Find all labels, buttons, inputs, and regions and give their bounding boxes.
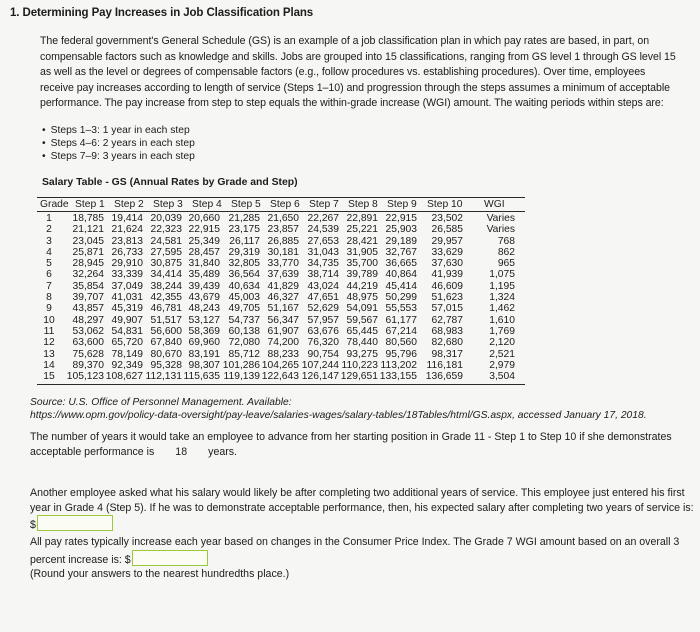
salary-cell: 122,643 xyxy=(261,371,299,383)
salary-cell: 38,244 xyxy=(150,280,182,292)
salary-cell: 2,979 xyxy=(489,359,515,371)
salary-cell: 22,915 xyxy=(385,213,417,224)
table-body xyxy=(37,212,525,382)
salary-cell: 32,767 xyxy=(385,246,417,258)
grade-cell: 7 xyxy=(46,280,52,292)
salary-cell: 24,539 xyxy=(307,224,339,236)
salary-cell: 23,813 xyxy=(111,235,143,247)
salary-cell: 68,983 xyxy=(431,325,463,337)
salary-cell: 25,349 xyxy=(188,235,220,247)
salary-cell: 46,327 xyxy=(267,292,299,304)
salary-cell: 98,317 xyxy=(431,348,463,360)
salary-cell: 33,629 xyxy=(431,246,463,258)
wgi-answer-input[interactable] xyxy=(132,550,208,566)
salary-cell: 67,840 xyxy=(150,337,182,349)
salary-cell: 42,355 xyxy=(150,292,182,304)
table-row xyxy=(37,360,525,371)
table-row xyxy=(37,236,525,247)
salary-cell: 57,015 xyxy=(431,303,463,315)
salary-cell: 88,233 xyxy=(267,348,299,360)
salary-cell: 26,885 xyxy=(267,235,299,247)
table-row xyxy=(37,247,525,258)
grade-cell: 11 xyxy=(43,325,55,337)
source-label: Source: U.S. Office of Personnel Management. Available: xyxy=(30,397,292,408)
salary-cell: 133,155 xyxy=(379,371,417,383)
salary-cell: 76,320 xyxy=(307,337,339,349)
salary-cell: 116,181 xyxy=(426,359,463,371)
salary-cell: 37,049 xyxy=(111,280,143,292)
salary-cell: 43,679 xyxy=(188,292,220,304)
salary-cell: 49,907 xyxy=(111,314,143,326)
grade-cell: 5 xyxy=(46,258,52,270)
salary-cell: Varies xyxy=(486,224,515,236)
salary-cell: 38,714 xyxy=(307,269,339,281)
salary-cell: 136,659 xyxy=(425,371,463,383)
salary-cell: 54,831 xyxy=(111,325,143,337)
salary-cell: 65,720 xyxy=(111,337,143,349)
salary-cell: 61,177 xyxy=(385,314,417,326)
question-wgi xyxy=(30,535,695,582)
grade-cell: 14 xyxy=(43,359,55,371)
salary-cell: 25,221 xyxy=(346,224,378,236)
salary-cell: 768 xyxy=(497,235,515,247)
table-header xyxy=(37,197,525,212)
salary-cell: 92,349 xyxy=(111,359,143,371)
salary-cell: 62,787 xyxy=(431,314,463,326)
salary-cell: 83,191 xyxy=(188,348,220,360)
salary-cell: 39,439 xyxy=(188,280,220,292)
question-intro: The federal government's General Schedule (GS) is an example of a job classification plan in which pay rates are based, in part, on compensable factors such as knowledge and skills. Jobs are grouped into 15 classifications, ranging from GS level 1 through GS level 15 as well as the level or degrees of compensable factors (e.g., follow procedures vs. establishing procedures). Over time, employees receive pay increases according to length of service (Steps 1–10) and progression through the steps assumes a minimum of acceptable performance. The pay increase from step to step equals the within-grade increase (WGI) amount. The waiting periods within steps are: xyxy=(40,35,676,110)
salary-cell: 75,628 xyxy=(72,348,104,360)
question-salary xyxy=(30,486,695,533)
salary-cell: 40,634 xyxy=(228,280,260,292)
salary-cell: 63,600 xyxy=(72,337,104,349)
salary-cell: 36,564 xyxy=(228,269,260,281)
table-row xyxy=(37,258,525,269)
question-years-text: The number of years it would take an employee to advance from her starting position in Grade 11 - Step 1 to Step 10 if she demonstrates acceptable performance is xyxy=(30,431,672,458)
salary-cell: 22,267 xyxy=(307,213,339,224)
column-header: Step 7 xyxy=(309,199,339,210)
salary-cell: 54,737 xyxy=(228,314,260,326)
salary-cell: 32,805 xyxy=(228,258,260,270)
grade-cell: 8 xyxy=(46,292,52,304)
salary-cell: 20,039 xyxy=(150,213,182,224)
column-header: Step 6 xyxy=(270,199,300,210)
table-row xyxy=(37,213,525,224)
table-row xyxy=(37,337,525,348)
question-wgi-text: All pay rates typically increase each year based on changes in the Consumer Price Index. The Grade 7 WGI amount based on an overall 3 percent increase is: $ xyxy=(30,536,680,566)
salary-cell: 98,307 xyxy=(188,359,220,371)
salary-cell: 2,521 xyxy=(489,348,515,360)
salary-cell: 862 xyxy=(497,246,515,258)
column-header: Step 3 xyxy=(153,199,183,210)
grade-cell: 9 xyxy=(46,303,52,315)
salary-cell: 37,639 xyxy=(267,269,299,281)
salary-cell: 3,504 xyxy=(489,371,515,383)
question-salary-text: Another employee asked what his salary would likely be after completing two additional years of service. This employee just entered his first year in Grade 4 (Step 5). If he was to demonstrate acceptable performance, then, his expected salary after completing two years of service is: $ xyxy=(30,487,694,531)
salary-cell: 46,781 xyxy=(150,303,182,315)
grade-cell: 10 xyxy=(43,314,55,326)
salary-cell: 51,517 xyxy=(150,314,182,326)
salary-cell: 78,149 xyxy=(111,348,143,360)
salary-cell: 26,733 xyxy=(111,246,143,258)
salary-cell: 52,629 xyxy=(307,303,339,315)
salary-cell: 27,653 xyxy=(307,235,339,247)
salary-cell: 25,903 xyxy=(385,224,417,236)
salary-cell: 31,840 xyxy=(188,258,220,270)
salary-cell: 53,062 xyxy=(72,325,104,337)
grade-cell: 4 xyxy=(46,246,52,258)
salary-cell: 1,324 xyxy=(489,292,515,304)
table-row xyxy=(37,303,525,314)
salary-cell: 90,754 xyxy=(307,348,339,360)
salary-cell: 18,785 xyxy=(72,213,104,224)
salary-cell: 60,138 xyxy=(228,325,260,337)
years-answer: 18 xyxy=(175,445,188,458)
table-row xyxy=(37,349,525,360)
salary-cell: 1,769 xyxy=(489,325,515,337)
salary-cell: 110,223 xyxy=(341,359,378,371)
grade-cell: 12 xyxy=(43,337,55,349)
salary-cell: 61,907 xyxy=(267,325,299,337)
column-header: Step 5 xyxy=(231,199,261,210)
salary-cell: 78,440 xyxy=(346,337,378,349)
column-header: WGI xyxy=(484,199,505,210)
salary-cell: 53,127 xyxy=(188,314,220,326)
salary-cell: 1,075 xyxy=(489,269,515,281)
salary-cell: 67,214 xyxy=(385,325,417,337)
salary-cell: 19,414 xyxy=(111,213,143,224)
salary-cell: Varies xyxy=(486,213,515,224)
salary-cell: 55,553 xyxy=(385,303,417,315)
salary-cell: 30,181 xyxy=(267,246,299,258)
salary-cell: 48,975 xyxy=(346,292,378,304)
salary-cell: 21,121 xyxy=(72,224,104,236)
salary-cell: 43,024 xyxy=(307,280,339,292)
salary-cell: 26,117 xyxy=(229,235,260,247)
salary-cell: 26,585 xyxy=(431,224,463,236)
salary-cell: 37,630 xyxy=(431,258,463,270)
rounding-note: (Round your answers to the nearest hundredths place.) xyxy=(30,568,290,580)
question-years-unit: years. xyxy=(208,445,238,458)
salary-cell: 43,857 xyxy=(72,303,104,315)
grade-cell: 3 xyxy=(46,235,52,247)
salary-cell: 1,195 xyxy=(489,280,515,292)
salary-cell: 50,299 xyxy=(385,292,417,304)
salary-cell: 29,957 xyxy=(431,235,463,247)
salary-cell: 47,651 xyxy=(307,292,339,304)
table-row xyxy=(37,269,525,280)
salary-cell: 41,829 xyxy=(267,280,299,292)
salary-cell: 33,770 xyxy=(267,258,299,270)
salary-cell: 107,244 xyxy=(301,359,339,371)
salary-cell: 27,595 xyxy=(150,246,182,258)
question-title: 1. Determining Pay Increases in Job Classification Plans xyxy=(10,7,314,19)
salary-cell: 115,635 xyxy=(183,371,220,383)
salary-cell: 1,462 xyxy=(489,303,515,315)
salary-cell: 56,347 xyxy=(267,314,299,326)
list-item: • Steps 7–9: 3 years in each step xyxy=(42,150,195,163)
column-header: Grade xyxy=(40,199,69,210)
table-row xyxy=(37,224,525,235)
salary-cell: 2,120 xyxy=(489,337,515,349)
grade-cell: 1 xyxy=(46,213,52,224)
list-item: • Steps 4–6: 2 years in each step xyxy=(42,137,195,150)
table-row xyxy=(37,292,525,303)
salary-cell: 49,705 xyxy=(228,303,260,315)
salary-table-title: Salary Table - GS (Annual Rates by Grade and Step) xyxy=(42,177,298,188)
salary-cell: 965 xyxy=(497,258,515,270)
salary-cell: 21,285 xyxy=(228,213,260,224)
source-citation xyxy=(30,396,690,422)
list-item: • Steps 1–3: 1 year in each step xyxy=(42,124,195,137)
salary-cell: 95,328 xyxy=(150,359,182,371)
salary-cell: 57,957 xyxy=(307,314,339,326)
salary-cell: 54,091 xyxy=(346,303,378,315)
salary-cell: 108,627 xyxy=(105,371,143,383)
salary-cell: 28,421 xyxy=(346,235,378,247)
salary-cell: 39,789 xyxy=(346,269,378,281)
salary-cell: 34,735 xyxy=(307,258,339,270)
salary-cell: 58,369 xyxy=(188,325,220,337)
salary-cell: 95,796 xyxy=(385,348,417,360)
salary-cell: 28,945 xyxy=(72,258,104,270)
salary-cell: 65,445 xyxy=(346,325,378,337)
column-header: Step 9 xyxy=(387,199,417,210)
column-header: Step 1 xyxy=(75,199,105,210)
salary-cell: 21,624 xyxy=(111,224,143,236)
salary-answer-input[interactable] xyxy=(37,515,113,531)
table-row xyxy=(37,315,525,326)
salary-cell: 35,489 xyxy=(188,269,220,281)
salary-cell: 36,665 xyxy=(385,258,417,270)
salary-cell: 33,339 xyxy=(111,269,143,281)
salary-cell: 80,560 xyxy=(385,337,417,349)
column-header: Step 2 xyxy=(114,199,144,210)
salary-cell: 29,910 xyxy=(111,258,143,270)
salary-cell: 89,370 xyxy=(72,359,104,371)
salary-cell: 45,414 xyxy=(385,280,417,292)
table-bottom-rule xyxy=(37,383,525,385)
salary-cell: 44,219 xyxy=(346,280,378,292)
salary-cell: 74,200 xyxy=(267,337,299,349)
salary-cell: 32,264 xyxy=(72,269,104,281)
salary-cell: 101,286 xyxy=(222,359,260,371)
salary-cell: 23,175 xyxy=(228,224,260,236)
salary-cell: 21,650 xyxy=(267,213,299,224)
salary-cell: 51,167 xyxy=(267,303,299,315)
grade-cell: 13 xyxy=(43,348,55,360)
salary-cell: 112,131 xyxy=(145,371,182,383)
salary-cell: 28,457 xyxy=(188,246,220,258)
salary-cell: 29,189 xyxy=(385,235,417,247)
salary-cell: 51,623 xyxy=(431,292,463,304)
salary-cell: 20,660 xyxy=(188,213,220,224)
salary-cell: 22,323 xyxy=(150,224,182,236)
salary-cell: 48,243 xyxy=(188,303,220,315)
question-years xyxy=(30,430,695,459)
salary-cell: 46,609 xyxy=(431,280,463,292)
salary-cell: 1,610 xyxy=(489,314,515,326)
column-header: Step 10 xyxy=(427,199,463,210)
table-row xyxy=(37,371,525,382)
salary-cell: 45,319 xyxy=(111,303,143,315)
salary-cell: 25,871 xyxy=(72,246,104,258)
salary-cell: 82,680 xyxy=(431,337,463,349)
grade-cell: 6 xyxy=(46,269,52,281)
source-url: https://www.opm.gov/policy-data-oversight/pay-leave/salaries-wages/salary-tables/18Tables/html/GS.aspx, accessed January 17, 2018. xyxy=(30,410,647,421)
salary-cell: 129,651 xyxy=(340,371,378,383)
salary-cell: 80,670 xyxy=(150,348,182,360)
salary-cell: 69,960 xyxy=(188,337,220,349)
salary-cell: 22,891 xyxy=(346,213,378,224)
column-header: Step 8 xyxy=(348,199,378,210)
grade-cell: 15 xyxy=(43,371,55,383)
salary-cell: 23,045 xyxy=(72,235,104,247)
salary-cell: 104,265 xyxy=(261,359,299,371)
salary-cell: 23,857 xyxy=(267,224,299,236)
salary-cell: 30,875 xyxy=(150,258,182,270)
salary-cell: 31,905 xyxy=(346,246,378,258)
column-header: Step 4 xyxy=(192,199,222,210)
salary-cell: 45,003 xyxy=(228,292,260,304)
table-row xyxy=(37,326,525,337)
salary-cell: 23,502 xyxy=(431,213,463,224)
salary-table xyxy=(37,197,525,385)
salary-cell: 105,123 xyxy=(66,371,104,383)
salary-cell: 39,707 xyxy=(72,292,104,304)
salary-cell: 22,915 xyxy=(188,224,220,236)
salary-cell: 119,139 xyxy=(223,371,260,383)
salary-cell: 35,854 xyxy=(72,280,104,292)
salary-cell: 40,864 xyxy=(385,269,417,281)
salary-cell: 59,567 xyxy=(346,314,378,326)
grade-cell: 2 xyxy=(46,224,52,236)
table-row xyxy=(37,281,525,292)
salary-cell: 48,297 xyxy=(72,314,104,326)
waiting-periods-list xyxy=(42,124,195,164)
salary-cell: 93,275 xyxy=(346,348,378,360)
salary-cell: 34,414 xyxy=(150,269,182,281)
salary-cell: 113,202 xyxy=(380,359,417,371)
salary-cell: 24,581 xyxy=(150,235,182,247)
salary-cell: 31,043 xyxy=(307,246,339,258)
salary-cell: 56,600 xyxy=(150,325,182,337)
salary-cell: 72,080 xyxy=(228,337,260,349)
salary-cell: 41,939 xyxy=(431,269,463,281)
salary-cell: 29,319 xyxy=(228,246,260,258)
salary-cell: 35,700 xyxy=(346,258,378,270)
salary-cell: 126,147 xyxy=(301,371,339,383)
salary-cell: 85,712 xyxy=(228,348,260,360)
salary-cell: 41,031 xyxy=(111,292,143,304)
salary-cell: 63,676 xyxy=(307,325,339,337)
